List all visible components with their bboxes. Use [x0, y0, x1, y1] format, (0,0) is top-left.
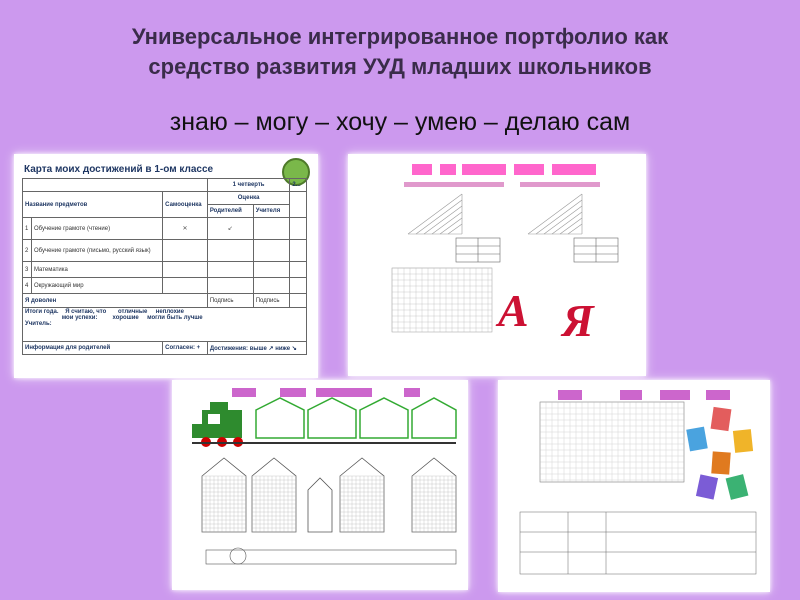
achievement-table: 1 четверть 2... Название предметов Самооценка Оценка Родителей Учителя 1 Обучение грамоте (чтение) ✕ ↙ 2 Обучение грамоте (письмо, русский язык) 3 Математика 4 Окружающий мир Я доволен Подпись Подпись Итоги года. Я считаю, что отличные неплохие мои успехи: хорошие могли быть лучше Учитель: Информация для родителей Согласен: + Достижения: выше ↗ ниже ↘ — [22, 178, 307, 355]
achievement-map-heading: Карта моих достижений в 1-ом классе — [24, 164, 214, 175]
train-icon — [192, 402, 243, 447]
quarter-label: 1 четверть — [207, 179, 290, 192]
book-icons — [686, 407, 753, 500]
pleased-label: Я доволен — [23, 294, 208, 308]
arrow-mark-icon: ↙ — [207, 218, 253, 240]
pink-heading-blocks — [412, 164, 596, 175]
title-line-1: Универсальное интегрированное портфолио как — [131, 24, 669, 49]
books-worksheet-card — [498, 380, 770, 592]
cross-mark-icon: ✕ — [163, 218, 208, 240]
wagon-houses — [256, 398, 456, 438]
train-worksheet-card — [172, 380, 468, 590]
table-row: 4 Окружающий мир — [23, 278, 307, 294]
slide-title — [40, 22, 760, 82]
sun-icon — [230, 548, 246, 564]
table-row: 1 Обучение грамоте (чтение) ✕ ↙ — [23, 218, 307, 240]
ellipsis-label: 2... — [290, 179, 307, 192]
achievement-map-card — [14, 154, 318, 378]
table-row: 3 Математика — [23, 262, 307, 278]
pink-heading-blocks — [232, 388, 420, 397]
letter-a-decor: А — [498, 285, 529, 336]
train-worksheet-drawing — [172, 380, 468, 590]
title-line-2: средство развития УУД младших школьников — [148, 54, 652, 79]
table-row: 2 Обучение грамоте (письмо, русский язык) — [23, 240, 307, 262]
books-worksheet-drawing — [498, 380, 770, 592]
diagonal-ladders — [408, 194, 582, 234]
pink-heading-blocks — [558, 390, 730, 400]
letters-graph-card — [348, 154, 646, 376]
parents-info: Информация для родителей — [23, 342, 163, 355]
arrow-down-icon: ↘ — [291, 345, 297, 352]
small-tables — [456, 238, 618, 262]
pink-subheading-blocks — [404, 182, 600, 187]
col-self: Самооценка — [163, 192, 208, 218]
col-parents: Родителей — [207, 205, 253, 218]
col-grade: Оценка — [207, 192, 290, 205]
grid-graph — [392, 268, 492, 332]
houses-grid — [202, 458, 456, 532]
col-subjects: Название предметов — [23, 192, 163, 218]
book-table — [520, 512, 756, 574]
letters-graph-drawing — [348, 154, 646, 376]
letter-ya-decor: Я — [562, 295, 594, 346]
arrow-up-icon: ↗ — [268, 345, 274, 352]
col-teacher: Учителя — [253, 205, 290, 218]
slide-subtitle: знаю – могу – хочу – умею – делаю сам — [169, 108, 631, 136]
